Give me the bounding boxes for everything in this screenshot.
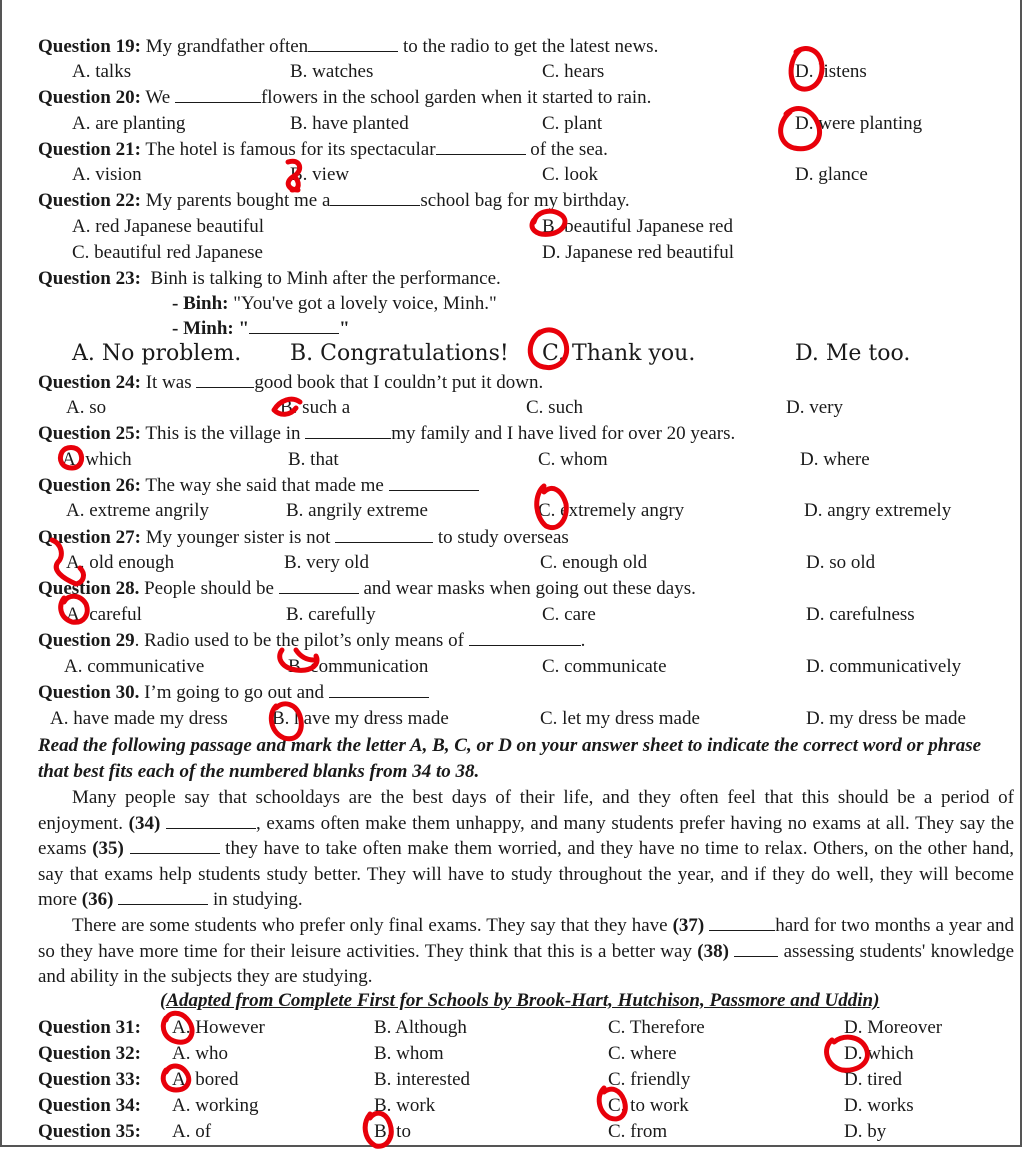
q27-option-d[interactable]: D. so old — [806, 552, 876, 573]
q31-option-b[interactable]: B. Although — [374, 1017, 467, 1038]
q21-option-d[interactable]: D. glance — [795, 164, 868, 185]
q35-option-d[interactable]: D. by — [844, 1121, 887, 1142]
q26-option-d[interactable]: D. angry extremely — [804, 500, 952, 521]
q33-option-a[interactable]: A. bored — [172, 1069, 239, 1090]
q28-option-c[interactable]: C. care — [542, 604, 596, 625]
q23-option-a[interactable]: A. No problem. — [72, 341, 242, 366]
q30-option-c[interactable]: C. let my dress made — [540, 708, 700, 729]
q23-minh-line: - Minh: " " — [172, 318, 350, 339]
question-22: Question 22: My parents bought me a school bag for my birthday. — [38, 190, 630, 211]
question-35: Question 35: — [38, 1121, 141, 1142]
q19-option-c[interactable]: C. hears — [542, 61, 605, 82]
q35-option-a[interactable]: A. of — [172, 1121, 212, 1142]
q30-option-b[interactable]: B. have my dress made — [272, 708, 449, 729]
q24-option-d[interactable]: D. very — [786, 397, 843, 418]
q21-option-b[interactable]: B. view — [290, 164, 350, 185]
q28-option-b[interactable]: B. carefully — [286, 604, 376, 625]
q22-option-a[interactable]: A. red Japanese beautiful — [72, 216, 265, 237]
passage-paragraph-2: There are some students who prefer only final exams. They say that they have (37) hard for two months a year and so they have more time for their leisure activities. They think that this is a better way (38) assessing students' knowledge and ability in the subjects they are studying. — [38, 915, 1015, 987]
q22-option-b[interactable]: B. beautiful Japanese red — [542, 216, 733, 237]
q29-option-d[interactable]: D. communicatively — [806, 656, 962, 677]
q34-option-c[interactable]: C. to work — [608, 1095, 689, 1116]
q21-option-c[interactable]: C. look — [542, 164, 598, 185]
q31-option-c[interactable]: C. Therefore — [608, 1017, 705, 1038]
question-23: Question 23: Binh is talking to Minh after the performance. — [38, 268, 501, 289]
question-27: Question 27: My younger sister is not to study overseas — [38, 527, 569, 548]
q26-option-c[interactable]: C. extremely angry — [538, 500, 685, 521]
q23-binh-line: - Binh: "You've got a lovely voice, Minh." — [172, 293, 497, 314]
q31-option-a[interactable]: A. However — [172, 1017, 265, 1038]
question-19: Question 19: My grandfather often to the radio to get the latest news. — [38, 36, 659, 57]
q23-option-b[interactable]: B. Congratulations! — [290, 341, 509, 366]
q30-option-d[interactable]: D. my dress be made — [806, 708, 966, 729]
q29-option-b[interactable]: B. communication — [288, 656, 429, 677]
question-28: Question 28. People should be and wear masks when going out these days. — [38, 578, 696, 599]
question-30: Question 30. I’m going to go out and — [38, 682, 429, 704]
q25-option-b[interactable]: B. that — [288, 449, 339, 470]
q27-option-c[interactable]: C. enough old — [540, 552, 648, 573]
q25-option-a[interactable]: A. which — [62, 449, 132, 470]
q35-option-c[interactable]: C. from — [608, 1121, 668, 1142]
q32-option-c[interactable]: C. where — [608, 1043, 677, 1064]
q20-option-c[interactable]: C. plant — [542, 113, 603, 134]
question-25: Question 25: This is the village in my family and I have lived for over 20 years. — [38, 423, 736, 444]
q19-option-d[interactable]: D. listens — [795, 61, 867, 82]
q19-option-b[interactable]: B. watches — [290, 61, 374, 82]
q21-option-a[interactable]: A. vision — [72, 164, 142, 185]
q32-option-a[interactable]: A. who — [172, 1043, 228, 1064]
q32-option-b[interactable]: B. whom — [374, 1043, 444, 1064]
q20-option-a[interactable]: A. are planting — [72, 113, 186, 134]
q23-option-c[interactable]: C. Thank you. — [542, 341, 696, 366]
q33-option-b[interactable]: B. interested — [374, 1069, 471, 1090]
q27-option-a[interactable]: A. old enough — [66, 552, 175, 573]
question-26: Question 26: The way she said that made me — [38, 475, 479, 497]
q24-option-b[interactable]: B. such a — [280, 397, 351, 418]
q34-option-a[interactable]: A. working — [172, 1095, 259, 1116]
question-31: Question 31: — [38, 1017, 141, 1038]
q35-option-b[interactable]: B. to — [374, 1121, 411, 1142]
q20-option-d[interactable]: D. were planting — [795, 113, 923, 134]
q24-option-c[interactable]: C. such — [526, 397, 583, 418]
q31-option-d[interactable]: D. Moreover — [844, 1017, 943, 1038]
q28-option-a[interactable]: A. careful — [66, 604, 142, 625]
q33-option-c[interactable]: C. friendly — [608, 1069, 691, 1090]
q25-option-c[interactable]: C. whom — [538, 449, 608, 470]
q34-option-d[interactable]: D. works — [844, 1095, 914, 1116]
q29-option-c[interactable]: C. communicate — [542, 656, 667, 677]
q19-option-a[interactable]: A. talks — [72, 61, 132, 82]
question-21: Question 21: The hotel is famous for its spectacular of the sea. — [38, 139, 608, 160]
q23-option-d[interactable]: D. Me too. — [795, 341, 911, 366]
q25-option-d[interactable]: D. where — [800, 449, 870, 470]
passage-instruction: Read the following passage and mark the letter A, B, C, or D on your answer sheet to indicate the correct word or phrase that best fits each of the numbered blanks from 34 to 38. — [38, 735, 982, 782]
q26-option-a[interactable]: A. extreme angrily — [66, 500, 209, 521]
question-32: Question 32: — [38, 1043, 141, 1064]
q24-option-a[interactable]: A. so — [66, 397, 107, 418]
q34-option-b[interactable]: B. work — [374, 1095, 436, 1116]
passage-source: (Adapted from Complete First for Schools by Brook-Hart, Hutchison, Passmore and Uddin) — [160, 990, 880, 1011]
q28-option-d[interactable]: D. carefulness — [806, 604, 915, 625]
q20-option-b[interactable]: B. have planted — [290, 113, 409, 134]
q32-option-d[interactable]: D. which — [844, 1043, 914, 1064]
q30-option-a[interactable]: A. have made my dress — [50, 708, 228, 729]
question-24: Question 24: It was good book that I couldn’t put it down. — [38, 372, 544, 393]
q33-option-d[interactable]: D. tired — [844, 1069, 903, 1090]
q29-option-a[interactable]: A. communicative — [64, 656, 205, 677]
question-34: Question 34: — [38, 1095, 141, 1116]
question-20: Question 20: We flowers in the school garden when it started to rain. — [38, 87, 652, 108]
q26-option-b[interactable]: B. angrily extreme — [286, 500, 428, 521]
question-33: Question 33: — [38, 1069, 141, 1090]
q22-option-d[interactable]: D. Japanese red beautiful — [542, 242, 735, 263]
q27-option-b[interactable]: B. very old — [284, 552, 369, 573]
q22-option-c[interactable]: C. beautiful red Japanese — [72, 242, 263, 263]
question-29: Question 29. Radio used to be the pilot’s only means of . — [38, 630, 586, 651]
passage-paragraph-1: Many people say that schooldays are the best days of their life, and they often feel that this should be a period of enjoyment. (34) , exams often make them unhappy, and many students prefer having no exams at all. They say the exams (35) they have to take often make them worried, and they have no time to relax. Others, on the other hand, say that exams help students study better. They will have to study throughout the year, and if they do well, they will become more (36) in studying. — [38, 787, 1015, 910]
